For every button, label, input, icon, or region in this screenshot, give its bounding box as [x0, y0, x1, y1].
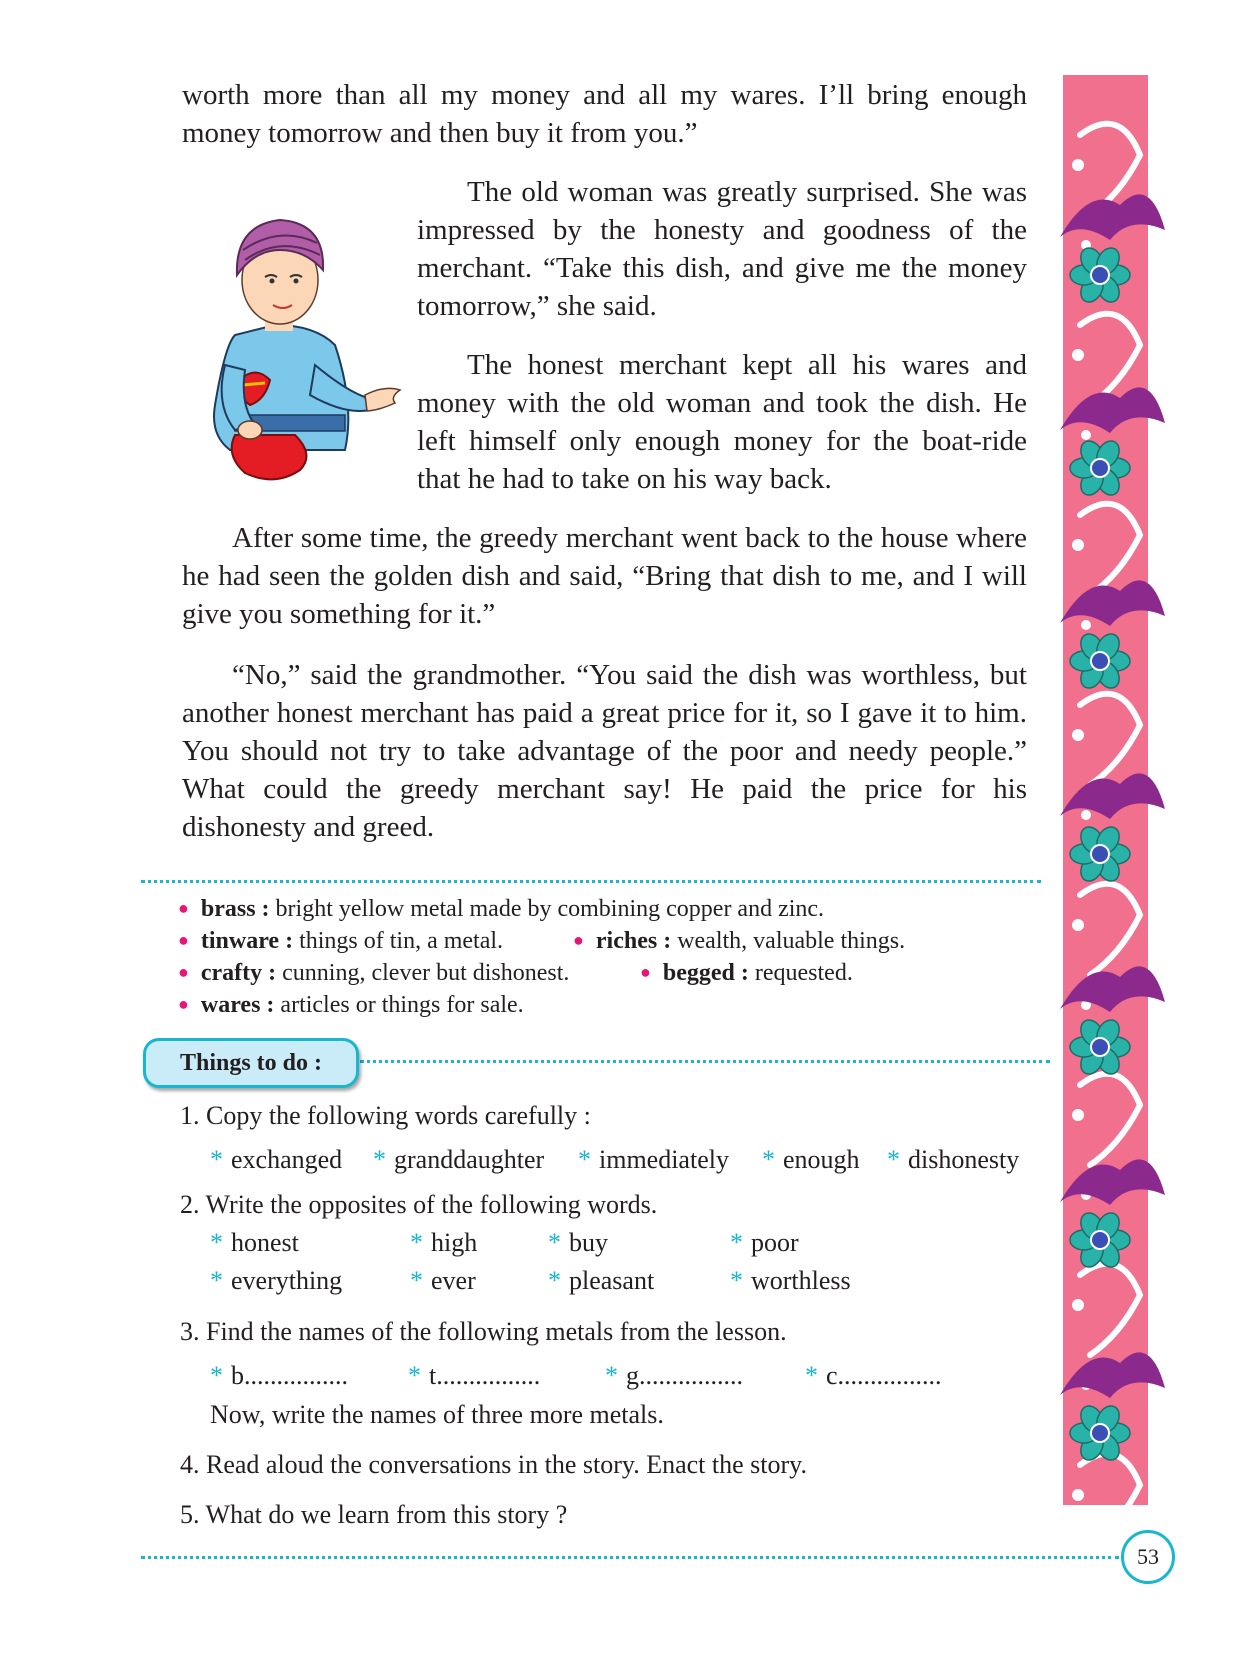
glossary [178, 893, 1048, 1023]
word-item: * pleasant [548, 1266, 655, 1295]
story-paragraph-1: worth more than all my money and all my wares. I’ll bring enough money tomorrow and then buy it from you.” [182, 79, 1027, 149]
question-1: 1. Copy the following words carefully : [180, 1101, 591, 1130]
section-divider [141, 880, 1041, 883]
asterisk-icon: * [210, 1266, 223, 1295]
bullet-icon: ● [573, 930, 584, 950]
glossary-item: ● wares : articles or things for sale. [178, 992, 524, 1018]
glossary-item: ● brass : bright yellow metal made by combining copper and zinc. [178, 896, 825, 922]
question-3: 3. Find the names of the following metals from the lesson. [180, 1317, 787, 1346]
asterisk-icon: * [805, 1361, 818, 1390]
flower-icon [1060, 580, 1165, 692]
blank-item: * t................ [408, 1361, 541, 1390]
glossary-item: ● riches : wealth, valuable things. [573, 928, 906, 954]
question-3-note: Now, write the names of three more metals. [210, 1400, 664, 1429]
flower-icon [1060, 966, 1165, 1078]
heading-rule [360, 1060, 1050, 1063]
word-item: * enough [762, 1145, 860, 1174]
merchant-illustration [195, 205, 405, 490]
asterisk-icon: * [730, 1266, 743, 1295]
asterisk-icon: * [373, 1145, 386, 1174]
question-2: 2. Write the opposites of the following words. [180, 1190, 658, 1219]
asterisk-icon: * [887, 1145, 900, 1174]
word-item: * worthless [730, 1266, 851, 1295]
asterisk-icon: * [762, 1145, 775, 1174]
asterisk-icon: * [210, 1361, 223, 1390]
asterisk-icon: * [578, 1145, 591, 1174]
flower-icon [1060, 773, 1165, 885]
page-number: 53 [1121, 1530, 1175, 1584]
bullet-icon: ● [178, 962, 189, 982]
glossary-item: ● begged : requested. [640, 960, 853, 986]
word-item: * poor [730, 1228, 799, 1257]
bullet-icon: ● [178, 930, 189, 950]
word-item: * buy [548, 1228, 608, 1257]
glossary-item: ● crafty : cunning, clever but dishonest. [178, 960, 570, 986]
word-item: * honest [210, 1228, 299, 1257]
footer-rule [141, 1556, 1119, 1559]
asterisk-icon: * [548, 1228, 561, 1257]
word-item: * dishonesty [887, 1145, 1020, 1174]
glossary-item: ● tinware : things of tin, a metal. [178, 928, 504, 954]
asterisk-icon: * [210, 1228, 223, 1257]
asterisk-icon: * [210, 1145, 223, 1174]
question-5: 5. What do we learn from this story ? [180, 1500, 568, 1529]
blank-item: * c................ [805, 1361, 942, 1390]
bullet-icon: ● [178, 898, 189, 918]
word-item: * exchanged [210, 1145, 343, 1174]
word-item: * high [410, 1228, 478, 1257]
word-item: * everything [210, 1266, 343, 1295]
question-4: 4. Read aloud the conversations in the story. Enact the story. [180, 1450, 807, 1479]
asterisk-icon: * [730, 1228, 743, 1257]
asterisk-icon: * [548, 1266, 561, 1295]
blank-item: * g................ [605, 1361, 743, 1390]
flower-icon [1060, 387, 1165, 499]
word-item: * immediately [578, 1145, 729, 1174]
story-paragraph-3: The honest merchant kept all his wares and money with the old woman and took the dish. He left himself only enough money for the boat-ride that he had to take on his way back. [417, 349, 1027, 495]
flower-icon [1060, 1352, 1165, 1464]
things-to-do-heading: Things to do : [143, 1038, 359, 1088]
flower-icon [1060, 194, 1165, 306]
asterisk-icon: * [605, 1361, 618, 1390]
bullet-icon: ● [178, 994, 189, 1014]
word-item: * granddaughter [373, 1145, 545, 1174]
blank-item: * b................ [210, 1361, 348, 1390]
story-paragraph-2: The old woman was greatly surprised. She was impressed by the honesty and goodness of the merchant. “Take this dish, and give me the money tomorrow,” she said. [417, 176, 1027, 322]
flower-icon [1060, 1159, 1165, 1271]
floral-border-pattern [1050, 75, 1175, 1505]
asterisk-icon: * [408, 1361, 421, 1390]
bullet-icon: ● [640, 962, 651, 982]
story-paragraph-5: “No,” said the grandmother. “You said the dish was worthless, but another honest merchant has paid a great price for it, so I gave it to him. You should not try to take advantage of the poor and needy people.” What could the greedy merchant say! He paid the price for his dishonesty and greed. [182, 659, 1027, 843]
story-paragraph-4: After some time, the greedy merchant went back to the house where he had seen the golden dish and said, “Bring that dish to me, and I will give you something for it.” [182, 522, 1027, 630]
asterisk-icon: * [410, 1266, 423, 1295]
word-item: * ever [410, 1266, 476, 1295]
asterisk-icon: * [410, 1228, 423, 1257]
